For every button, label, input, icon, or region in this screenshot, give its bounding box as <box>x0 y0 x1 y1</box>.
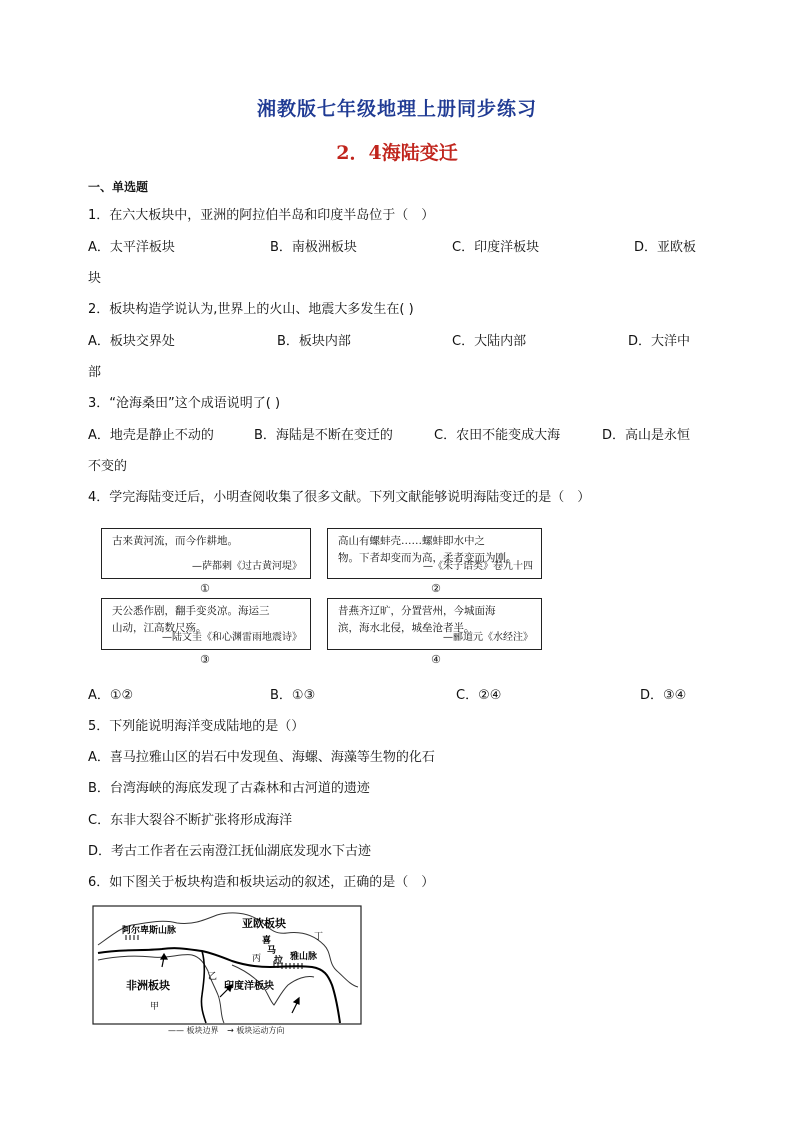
q3-option-a[interactable]: A．地壳是静止不动的 <box>88 428 214 443</box>
q3-option-d-wrap: 不变的 <box>88 459 128 474</box>
label-alps: 阿尔卑斯山脉 <box>122 926 177 936</box>
box-2-source: —《朱子语类》卷九十四 <box>423 561 533 572</box>
q1-option-d[interactable]: D．亚欧板 <box>634 240 697 255</box>
label-bing: 丙 <box>252 954 262 964</box>
box-3-line-2: 山动，江高数尺殇。 <box>112 622 207 634</box>
box-1-number: ① <box>200 582 210 595</box>
question-1-stem: 1．在六大板块中，亚洲的阿拉伯半岛和印度半岛位于（ ） <box>88 208 435 223</box>
box-2-line-1: 高山有螺蚌壳……螺蚌即水中之 <box>338 535 485 547</box>
document-box-4 <box>327 598 542 650</box>
q1-option-b[interactable]: B．南极洲板块 <box>270 240 357 255</box>
q4-option-b[interactable]: B．①③ <box>270 688 316 703</box>
label-ding: 丁 <box>314 932 324 942</box>
q1-option-a[interactable]: A．太平洋板块 <box>88 240 175 255</box>
map-legend <box>168 1025 284 1036</box>
q5-option-d[interactable]: D．考古工作者在云南澄江抚仙湖底发现水下古迹 <box>88 844 372 859</box>
q5-option-a[interactable]: A．喜马拉雅山区的岩石中发现鱼、海螺、海藻等生物的化石 <box>88 750 435 765</box>
q2-option-d-wrap: 部 <box>88 365 102 380</box>
box-1-source: —萨都剌《过古黄河堤》 <box>192 561 302 572</box>
box-3-number: ③ <box>200 653 210 666</box>
q3-option-c[interactable]: C．农田不能变成大海 <box>434 428 561 443</box>
document-box-3 <box>101 598 311 650</box>
box-3-line-1: 天公悉作剧，翻手变炎凉。海运三 <box>112 605 270 617</box>
q4-option-c[interactable]: C．②④ <box>456 688 502 703</box>
question-5-stem: 5．下列能说明海洋变成陆地的是（） <box>88 719 305 734</box>
label-yi: 乙 <box>208 972 218 982</box>
legend-boundary-symbol: —— <box>168 1026 184 1035</box>
q3-option-d[interactable]: D．高山是永恒 <box>602 428 691 443</box>
box-4-number: ④ <box>431 653 441 666</box>
question-4-stem: 4．学完海陆变迁后，小明查阅收集了很多文献。下列文献能够说明海陆变迁的是（ ） <box>88 490 591 505</box>
box-2-number: ② <box>431 582 441 595</box>
label-eurasia: 亚欧板块 <box>242 917 286 930</box>
plate-tectonics-map <box>92 905 362 1025</box>
box-4-line-2: 滨，海水北侵，城垒沧者半。 <box>338 622 475 634</box>
box-2-line-2: 物。下者却变而为高，柔者变而为刚。 <box>338 552 517 564</box>
label-indian: 印度洋板块 <box>224 981 274 992</box>
question-2-stem: 2．板块构造学说认为,世界上的火山、地震大多发生在( ) <box>88 302 414 317</box>
q3-option-b[interactable]: B．海陆是不断在变迁的 <box>254 428 393 443</box>
q2-option-c[interactable]: C．大陆内部 <box>452 334 527 349</box>
legend-boundary-label: 板块边界 <box>186 1026 219 1035</box>
q4-option-d[interactable]: D．③④ <box>640 688 687 703</box>
page-title: 湘教版七年级地理上册同步练习 <box>256 98 537 120</box>
legend-direction-label: 板块运动方向 <box>236 1026 285 1035</box>
document-box-2 <box>327 528 542 579</box>
q2-option-a[interactable]: A．板块交界处 <box>88 334 175 349</box>
q1-option-d-wrap: 块 <box>88 271 102 286</box>
label-himalaya-1: 喜 <box>262 936 272 946</box>
section-heading: 一、单选题 <box>88 180 149 194</box>
box-4-source: —郦道元《水经注》 <box>443 632 533 643</box>
q5-option-c[interactable]: C．东非大裂谷不断扩张将形成海洋 <box>88 813 293 828</box>
label-africa: 非洲板块 <box>126 979 170 992</box>
lesson-title: 2．4海陆变迁 <box>336 142 458 164</box>
box-3-source: —陆文圭《和心渊雷雨地震诗》 <box>162 632 302 643</box>
question-6-stem: 6．如下图关于板块构造和板块运动的叙述，正确的是（ ） <box>88 875 435 890</box>
q5-option-b[interactable]: B．台湾海峡的海底发现了古森林和古河道的遗迹 <box>88 781 370 796</box>
label-himalaya-3: 拉 <box>274 956 284 966</box>
box-4-line-1: 昔燕齐辽旷，分置营州，今城面海 <box>338 605 496 617</box>
document-box-1 <box>101 528 311 579</box>
label-jia: 甲 <box>150 1002 160 1012</box>
map-frame <box>93 906 361 1024</box>
legend-arrow-icon: → <box>227 1026 234 1035</box>
question-3-stem: 3．“沧海桑田”这个成语说明了( ) <box>88 396 281 411</box>
label-himalaya-4: 雅山脉 <box>290 952 318 962</box>
q1-option-c[interactable]: C．印度洋板块 <box>452 240 540 255</box>
label-himalaya-2: 马 <box>267 946 277 956</box>
q2-option-b[interactable]: B．板块内部 <box>277 334 351 349</box>
q2-option-d[interactable]: D．大洋中 <box>628 334 691 349</box>
q4-option-a[interactable]: A．①② <box>88 688 134 703</box>
box-1-line-1: 古来黄河流，而今作耕地。 <box>112 535 238 547</box>
